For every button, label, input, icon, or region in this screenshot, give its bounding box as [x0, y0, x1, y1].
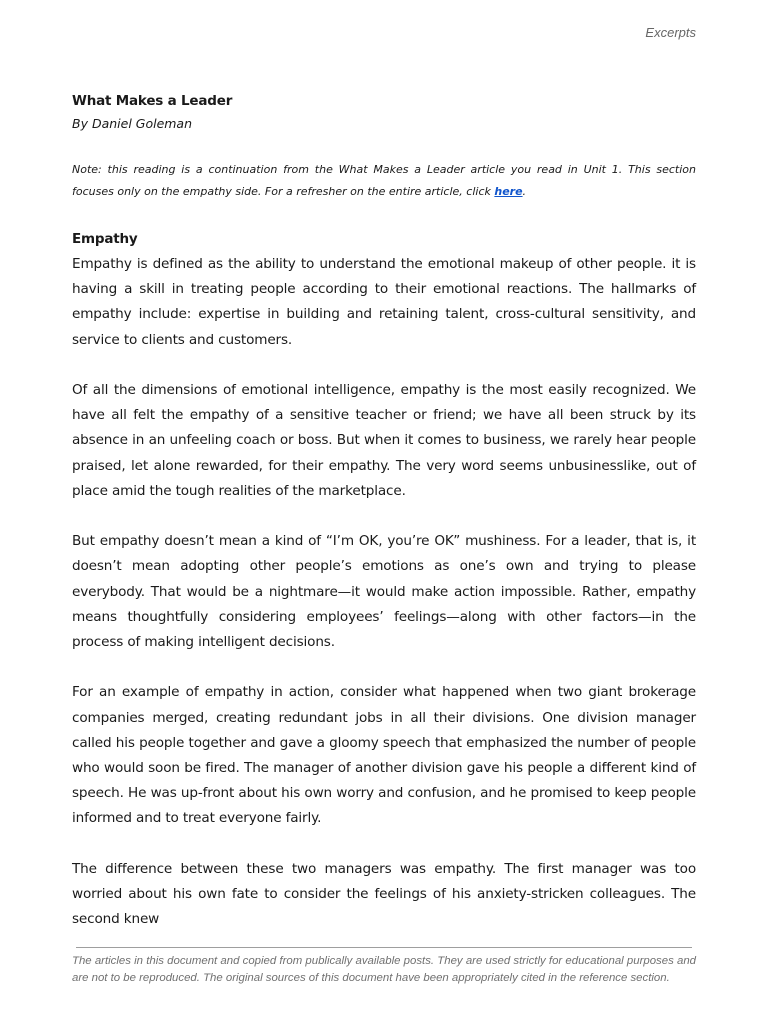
document-title: What Makes a Leader — [72, 93, 233, 109]
footer-disclaimer: The articles in this document and copied from publically available posts. They are used strictly for educational purposes and are not to be reproduced. The original sources of this document have been appropriately cited in the reference section. — [72, 955, 696, 984]
refresher-link[interactable]: here — [494, 185, 523, 198]
note-text-end: . — [522, 185, 527, 198]
author-byline: By Daniel Goleman — [72, 116, 193, 131]
body-paragraph: Empathy is defined as the ability to understand the emotional makeup of other people. it is having a skill in treating people according to their emotional reactions. The hallmarks of empathy include: expertise in building and retaining talent, cross-cultural sensitivity, and service to clients and customers. — [72, 256, 696, 348]
body-paragraph: The difference between these two managers was empathy. The first manager was too worried about his own fate to consider the feelings of his anxiety-stricken colleagues. The second knew — [72, 860, 696, 928]
footer-divider — [76, 947, 692, 948]
document-body — [72, 90, 696, 932]
section-heading-empathy: Empathy — [72, 231, 138, 247]
body-paragraph: For an example of empathy in action, consider what happened when two giant brokerage companies merged, creating redundant jobs in all their divisions. One division manager called his people together and gave a gloomy speech that emphasized the number of people who would soon be fired. The manager of another division gave his people a different kind of speech. He was up-front about his own worry and confusion, and he promised to keep people informed and to treat everyone fairly. — [72, 684, 696, 827]
body-paragraph: But empathy doesn’t mean a kind of “I’m OK, you’re OK” mushiness. For a leader, that is, it doesn’t mean adopting other people’s emotions as one’s own and trying to please everybody. That would be a nightmare—it would make action impossible. Rather, empathy means thoughtfully considering employees’ feelings—along with other factors—in the process of making intelligent decisions. — [72, 533, 696, 651]
body-paragraph: Of all the dimensions of emotional intelligence, empathy is the most easily recognized. We have all felt the empathy of a sensitive teacher or friend; we have all been struck by its absence in an unfeeling coach or boss. But when it comes to business, we rarely hear people praised, let alone rewarded, for their empathy. The very word seems unbusinesslike, out of place amid the tough realities of the marketplace. — [72, 382, 696, 499]
page-header-label: Excerpts — [645, 25, 696, 40]
note-text: Note: this reading is a continuation from the What Makes a Leader article you read in Unit 1. This section focuses only on the empathy side. For a refresher on the entire article, click — [72, 163, 696, 198]
reading-note — [72, 159, 696, 203]
